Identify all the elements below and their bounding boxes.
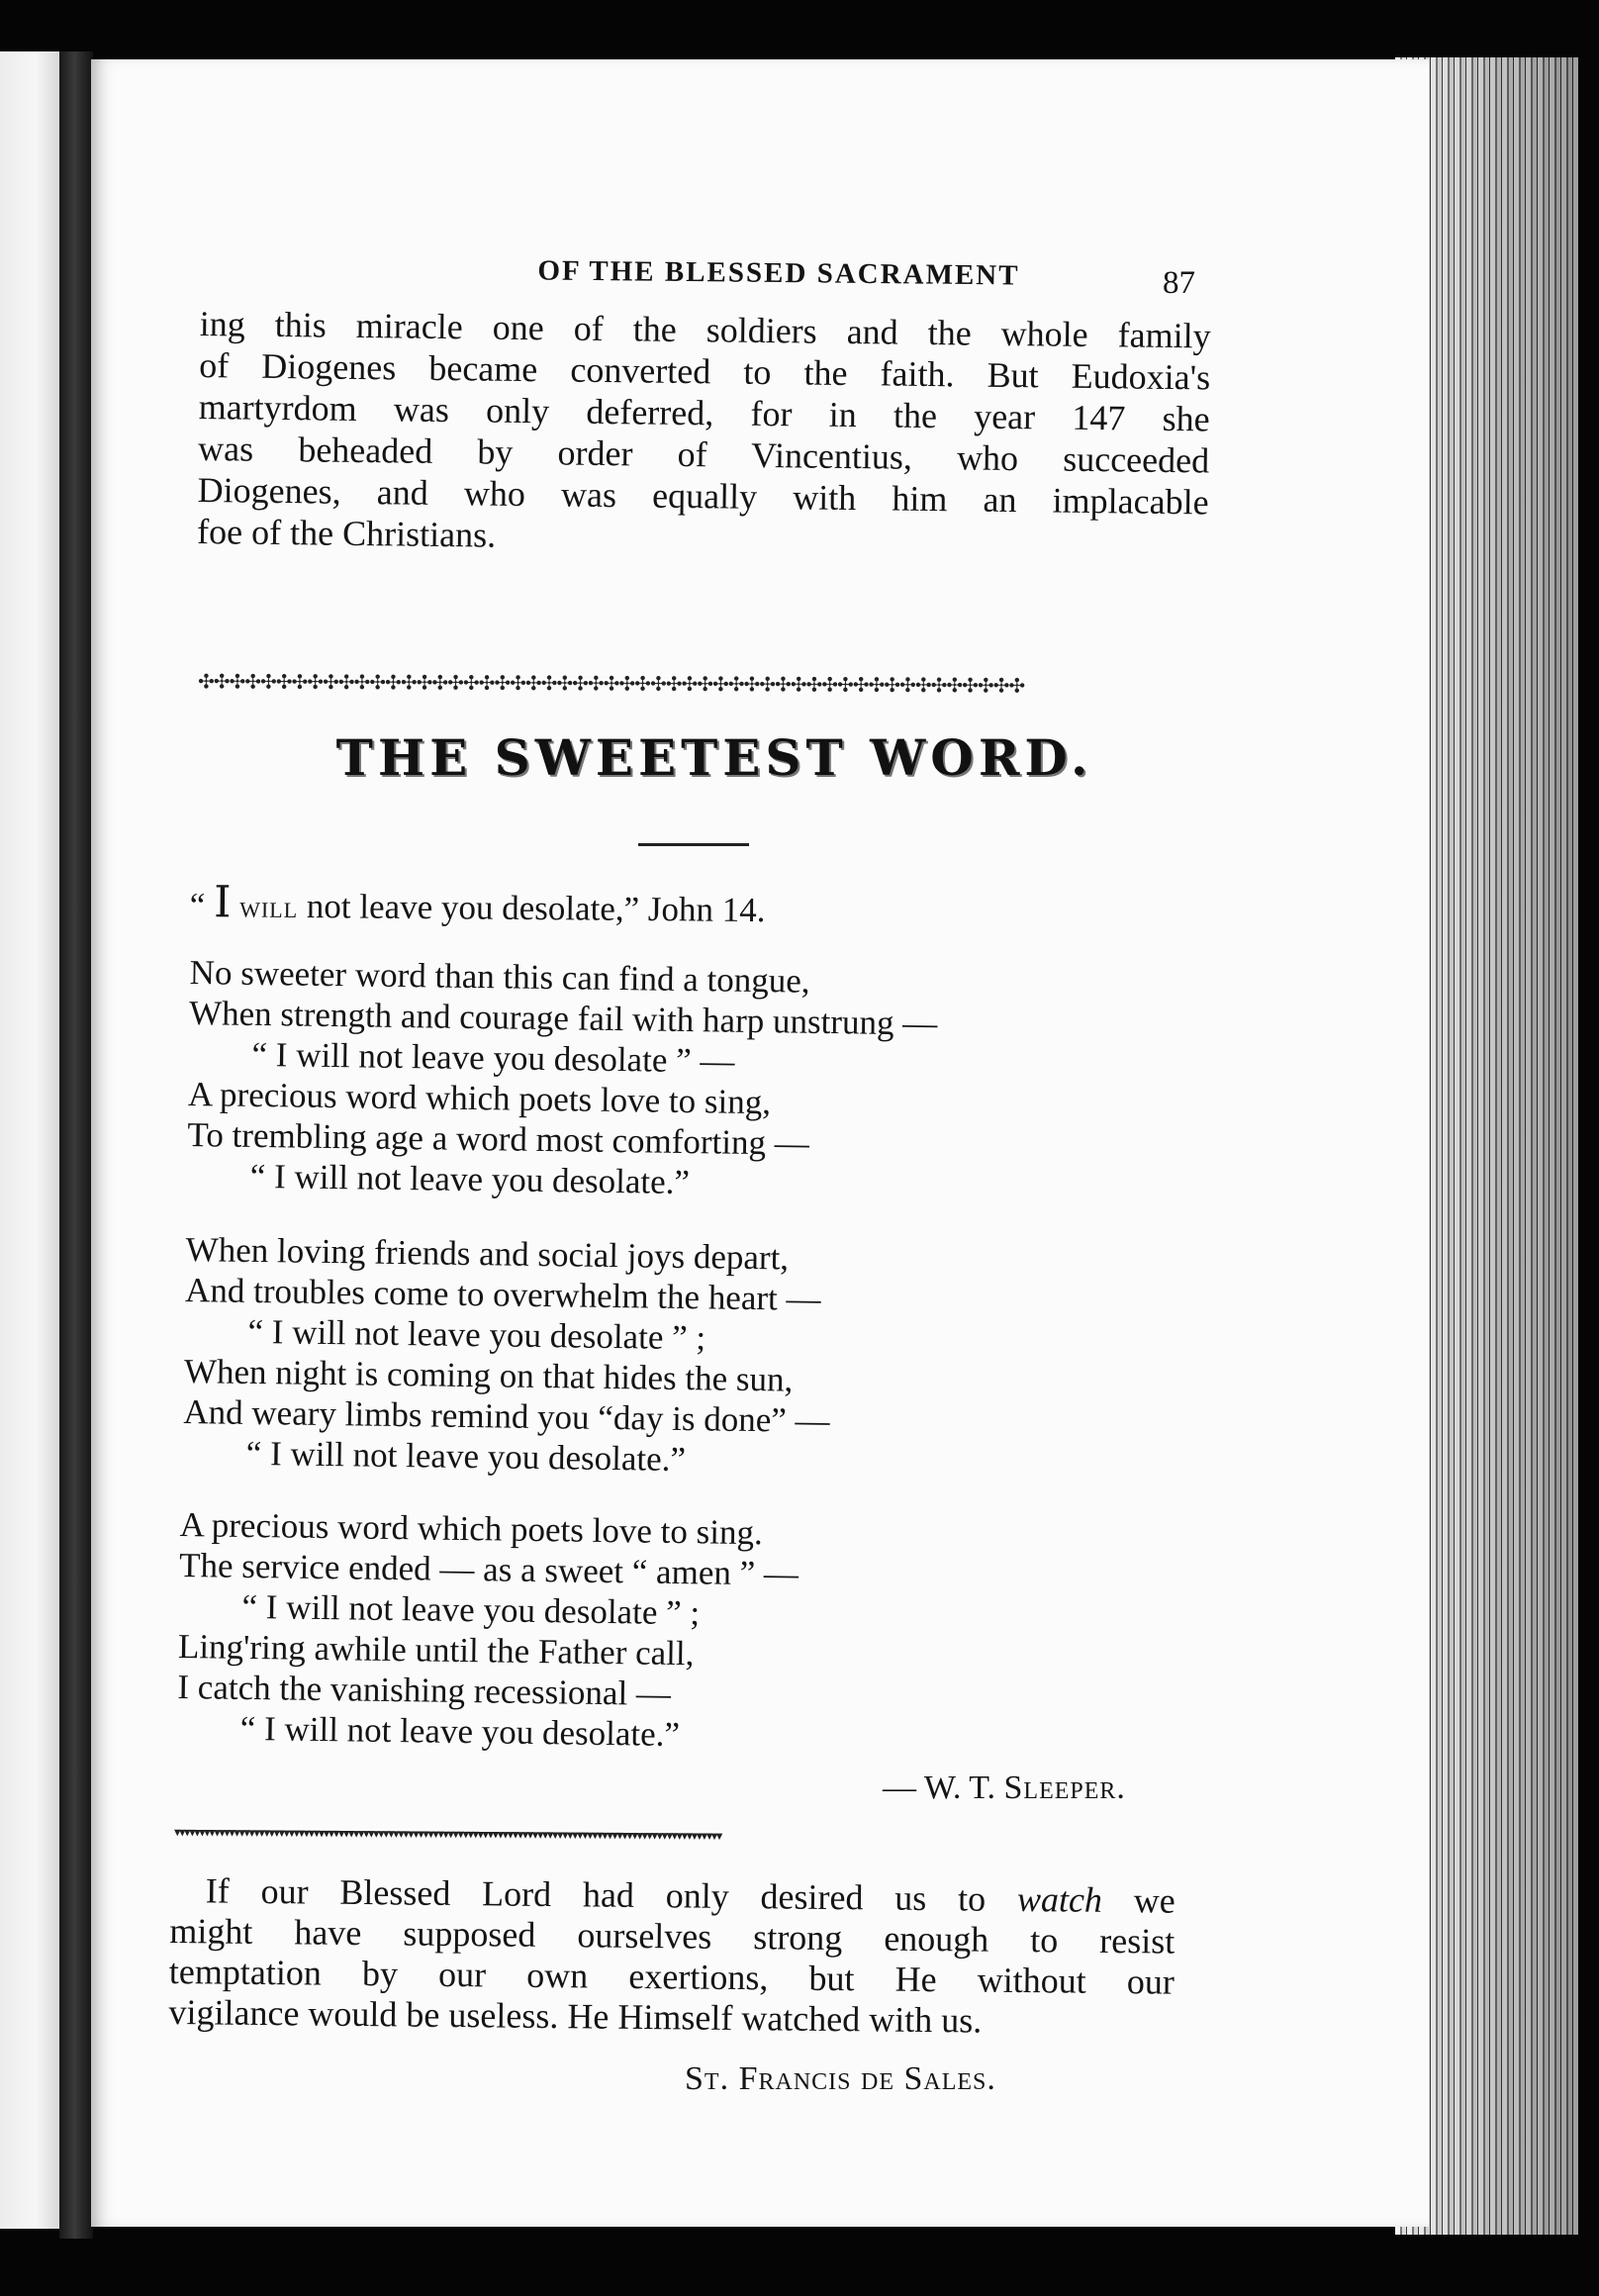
book-page xyxy=(91,59,1429,2227)
facing-page-edge xyxy=(0,51,59,2229)
poem-line: The service ended — as a sweet “ amen ” — xyxy=(178,1545,800,1593)
title-rule xyxy=(638,843,749,846)
attribution-prefix: — W. T. xyxy=(883,1770,1004,1806)
poem-title: THE SWEETEST WORD. xyxy=(335,728,1093,787)
poem-line: And weary limbs remind you “day is done” — xyxy=(183,1391,830,1441)
epigraph-text: not leave you desolate,” John 14. xyxy=(297,886,766,930)
closing-attribution: St. Francis de Sales. xyxy=(685,2060,996,2097)
intro-line: ing this miracle one of the soldiers and the whole family xyxy=(199,303,1211,356)
poem-stanza xyxy=(183,1229,833,1482)
poem-line: A precious word which poets love to sing. xyxy=(179,1504,764,1553)
ornament-divider-top: ✣✣✣✣✣✣✣✣✣✣✣✣✣✣✣✣✣✣✣✣✣✣✣✣✣✣✣✣✣✣✣✣✣✣✣✣✣✣✣✣✣✣✣✣✣✣✣✣✣✣✣✣✣ xyxy=(197,669,1025,698)
poem-line: A precious word which poets love to sing, xyxy=(187,1074,772,1122)
closing-text: we xyxy=(1101,1879,1176,1921)
poem-line: And troubles come to overwhelm the heart — xyxy=(184,1270,821,1318)
poem-refrain: “ I will not leave you desolate ” ; xyxy=(247,1311,706,1358)
poem-line: To trembling age a word most comforting — xyxy=(187,1114,810,1163)
poem-stanza xyxy=(187,952,939,1206)
poem-refrain: “ I will not leave you desolate.” xyxy=(249,1156,691,1202)
intro-line: foe of the Christians. xyxy=(196,511,497,555)
epigraph-dropcap: I xyxy=(213,877,232,928)
intro-line: of Diogenes became converted to the faith. But Eudoxia's xyxy=(198,344,1211,398)
poem-refrain: “ I will not leave you desolate ” — xyxy=(251,1034,735,1081)
closing-emphasis: watch xyxy=(1016,1878,1103,1920)
intro-paragraph xyxy=(197,303,1211,564)
closing-line: vigilance would be useless. He Himself watched with us. xyxy=(168,1991,983,2041)
intro-line: martyrdom was only deferred, for in the year 147 she xyxy=(198,386,1210,439)
poem-refrain: “ I will not leave you desolate.” xyxy=(239,1708,681,1755)
page-number: 87 xyxy=(1163,265,1195,301)
poem-refrain: “ I will not leave you desolate.” xyxy=(245,1433,687,1480)
epigraph-smallcaps: will xyxy=(239,889,299,924)
poem-line: No sweeter word than this can find a tongue, xyxy=(189,952,810,1001)
book-gutter xyxy=(59,51,93,2239)
attribution-name: Sleeper. xyxy=(1003,1770,1126,1806)
poem-line: When loving friends and social joys depart, xyxy=(185,1229,790,1278)
ornament-divider-bottom: ▾▾▾▾▾▾▾▾▾▾▾▾▾▾▾▾▾▾▾▾▾▾▾▾▾▾▾▾▾▾▾▾▾▾▾▾▾▾▾▾▾▾▾▾▾▾▾▾▾▾▾▾▾▾▾▾▾▾▾▾▾▾▾▾▾▾▾▾▾▾▾▾▾▾▾▾▾▾▾▾▾▾▾▾▾▾▾▾▾▾▾▾▾▾▾▾▾▾▾▾▾▾▾▾▾▾▾▾▾▾ xyxy=(173,1825,721,1845)
epigraph-open-quote: “ xyxy=(189,885,206,925)
intro-line: Diogenes, and who was equally with him an implacable xyxy=(197,469,1209,523)
poem-attribution xyxy=(883,1770,1126,1807)
poem-line: When strength and courage fail with harp unstrung — xyxy=(188,993,938,1043)
poem-line: I catch the vanishing recessional — xyxy=(177,1667,672,1713)
closing-line: might have supposed ourselves strong enough to resist xyxy=(169,1910,1176,1961)
poem-line: When night is coming on that hides the sun, xyxy=(183,1351,794,1399)
closing-line: temptation by our own exertions, but He without our xyxy=(168,1951,1176,2002)
closing-text: If our Blessed Lord had only desired us to xyxy=(205,1870,1018,1919)
epigraph xyxy=(190,877,766,932)
poem-stanza xyxy=(177,1504,800,1757)
intro-line: was beheaded by order of Vincentius, who succeeded xyxy=(197,428,1210,481)
poem-line: Ling'ring awhile until the Father call, xyxy=(177,1626,695,1674)
closing-paragraph xyxy=(168,1870,1176,2044)
poem-refrain: “ I will not leave you desolate ” ; xyxy=(241,1586,701,1633)
running-head: OF THE BLESSED SACRAMENT xyxy=(537,254,1020,292)
